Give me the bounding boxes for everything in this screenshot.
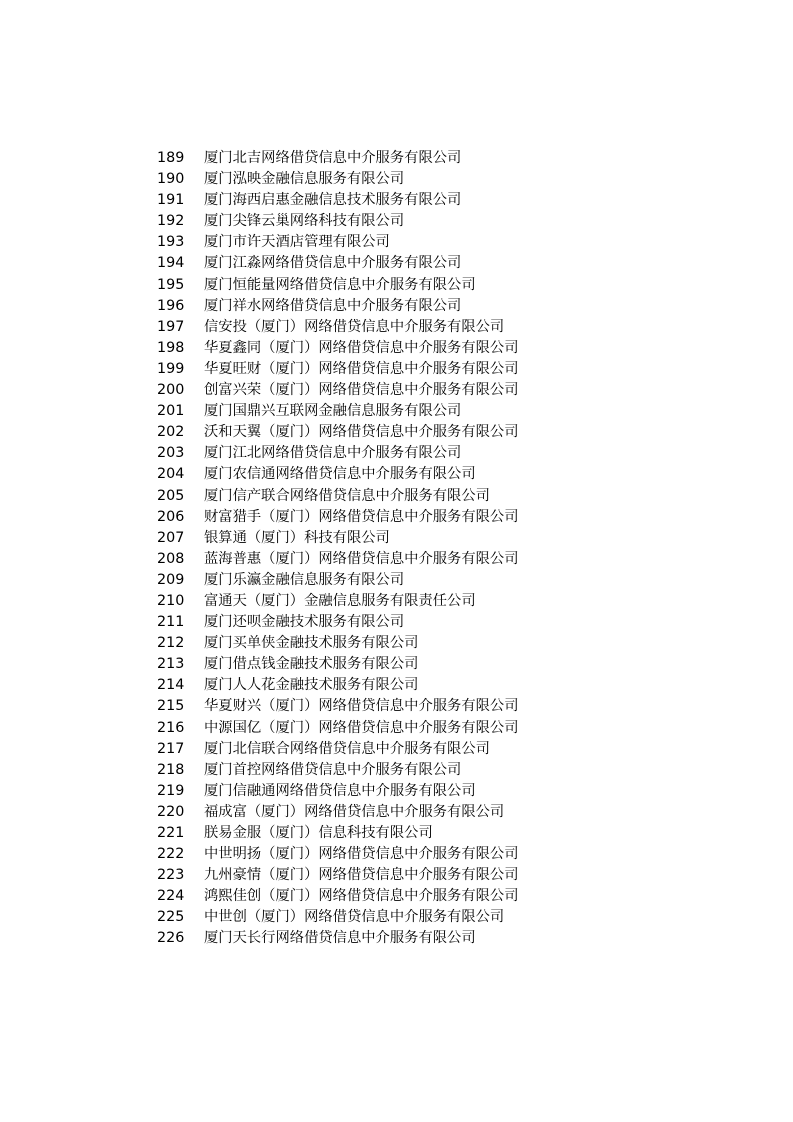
entry-number: 194 [157,255,185,272]
entry-number: 195 [157,276,185,293]
list-item [157,528,519,549]
entry-number: 218 [157,761,185,778]
entry-number: 203 [157,445,185,462]
list-item [157,422,519,443]
company-name: 中世创（厦门）网络借贷信息中介服务有限公司 [204,909,505,926]
list-item [157,865,519,886]
company-name: 厦门国鼎兴互联网金融信息服务有限公司 [204,403,462,420]
list-item [157,612,519,633]
entry-number: 210 [157,592,185,609]
entry-number: 202 [157,424,185,441]
company-name: 厦门市许天酒店管理有限公司 [204,234,390,251]
company-name: 厦门尖锋云巢网络科技有限公司 [204,213,405,230]
entry-number: 191 [157,192,185,209]
list-item [157,359,519,380]
list-item [157,380,519,401]
company-name: 中世明扬（厦门）网络借贷信息中介服务有限公司 [204,846,519,863]
company-name: 厦门海西启惠金融信息技术服务有限公司 [204,192,462,209]
list-item [157,696,519,717]
entry-number: 206 [157,508,185,525]
company-name: 厦门江淼网络借贷信息中介服务有限公司 [204,255,462,272]
company-name: 厦门借点钱金融技术服务有限公司 [204,656,419,673]
company-name: 厦门乐瀛金融信息服务有限公司 [204,571,405,588]
company-name: 鸿熙佳创（厦门）网络借贷信息中介服务有限公司 [204,888,519,905]
entry-number: 204 [157,466,185,483]
list-item [157,275,519,296]
company-name: 厦门还呗金融技术服务有限公司 [204,614,405,631]
list-item [157,338,519,359]
list-item [157,401,519,422]
entry-number: 200 [157,382,185,399]
entry-number: 219 [157,782,185,799]
entry-number: 212 [157,635,185,652]
company-name: 厦门天长行网络借贷信息中介服务有限公司 [204,930,476,947]
entry-number: 224 [157,888,185,905]
list-item [157,507,519,528]
company-name: 富通天（厦门）金融信息服务有限责任公司 [204,592,476,609]
entry-number: 207 [157,529,185,546]
list-item [157,739,519,760]
entry-number: 214 [157,677,185,694]
company-name: 厦门人人花金融技术服务有限公司 [204,677,419,694]
company-name: 厦门泓映金融信息服务有限公司 [204,171,405,188]
entry-number: 213 [157,656,185,673]
list-item [157,781,519,802]
entry-number: 226 [157,930,185,947]
list-item [157,907,519,928]
entry-number: 196 [157,297,185,314]
company-name: 沃和天翼（厦门）网络借贷信息中介服务有限公司 [204,424,519,441]
entry-number: 193 [157,234,185,251]
entry-number: 205 [157,487,185,504]
entry-number: 201 [157,403,185,420]
entry-number: 199 [157,360,185,377]
list-item [157,253,519,274]
company-list [157,148,519,950]
company-name: 九州豪情（厦门）网络借贷信息中介服务有限公司 [204,867,519,884]
list-item [157,844,519,865]
list-item [157,760,519,781]
company-name: 创富兴荣（厦门）网络借贷信息中介服务有限公司 [204,382,519,399]
list-item [157,802,519,823]
company-name: 华夏财兴（厦门）网络借贷信息中介服务有限公司 [204,698,519,715]
company-name: 厦门祥水网络借贷信息中介服务有限公司 [204,297,462,314]
company-name: 厦门信产联合网络借贷信息中介服务有限公司 [204,487,490,504]
company-name: 厦门首控网络借贷信息中介服务有限公司 [204,761,462,778]
entry-number: 211 [157,614,185,631]
list-item [157,886,519,907]
entry-number: 190 [157,171,185,188]
list-item [157,718,519,739]
list-item [157,486,519,507]
entry-number: 225 [157,909,185,926]
list-item [157,633,519,654]
company-name: 信安投（厦门）网络借贷信息中介服务有限公司 [204,318,505,335]
company-name: 厦门北信联合网络借贷信息中介服务有限公司 [204,740,490,757]
company-name: 中源国亿（厦门）网络借贷信息中介服务有限公司 [204,719,519,736]
entry-number: 215 [157,698,185,715]
company-name: 厦门江北网络借贷信息中介服务有限公司 [204,445,462,462]
company-name: 厦门农信通网络借贷信息中介服务有限公司 [204,466,476,483]
list-item [157,823,519,844]
company-name: 朕易金服（厦门）信息科技有限公司 [204,825,433,841]
entry-number: 198 [157,339,185,356]
list-item [157,443,519,464]
list-item [157,148,519,169]
list-item [157,549,519,570]
entry-number: 209 [157,571,185,588]
list-item [157,232,519,253]
list-item [157,190,519,211]
list-item [157,928,519,949]
company-name: 蓝海普惠（厦门）网络借贷信息中介服务有限公司 [204,550,519,567]
company-name: 财富猎手（厦门）网络借贷信息中介服务有限公司 [204,508,519,525]
company-name: 银算通（厦门）科技有限公司 [204,529,390,546]
entry-number: 222 [157,846,185,863]
company-name: 厦门北吉网络借贷信息中介服务有限公司 [204,150,462,166]
list-item [157,464,519,485]
entry-number: 217 [157,740,185,757]
list-item [157,317,519,338]
entry-number: 221 [157,825,185,841]
entry-number: 189 [157,150,185,166]
entry-number: 220 [157,803,185,820]
company-name: 厦门信融通网络借贷信息中介服务有限公司 [204,782,476,799]
entry-number: 192 [157,213,185,230]
entry-number: 197 [157,318,185,335]
company-name: 厦门买单侠金融技术服务有限公司 [204,635,419,652]
entry-number: 208 [157,550,185,567]
list-item [157,169,519,190]
list-item [157,570,519,591]
entry-number: 216 [157,719,185,736]
entry-number: 223 [157,867,185,884]
list-item [157,296,519,317]
company-name: 厦门恒能量网络借贷信息中介服务有限公司 [204,276,476,293]
company-name: 华夏旺财（厦门）网络借贷信息中介服务有限公司 [204,360,519,377]
company-name: 福成富（厦门）网络借贷信息中介服务有限公司 [204,803,505,820]
list-item [157,211,519,232]
list-item [157,654,519,675]
list-item [157,591,519,612]
list-item [157,675,519,696]
company-name: 华夏鑫同（厦门）网络借贷信息中介服务有限公司 [204,339,519,356]
